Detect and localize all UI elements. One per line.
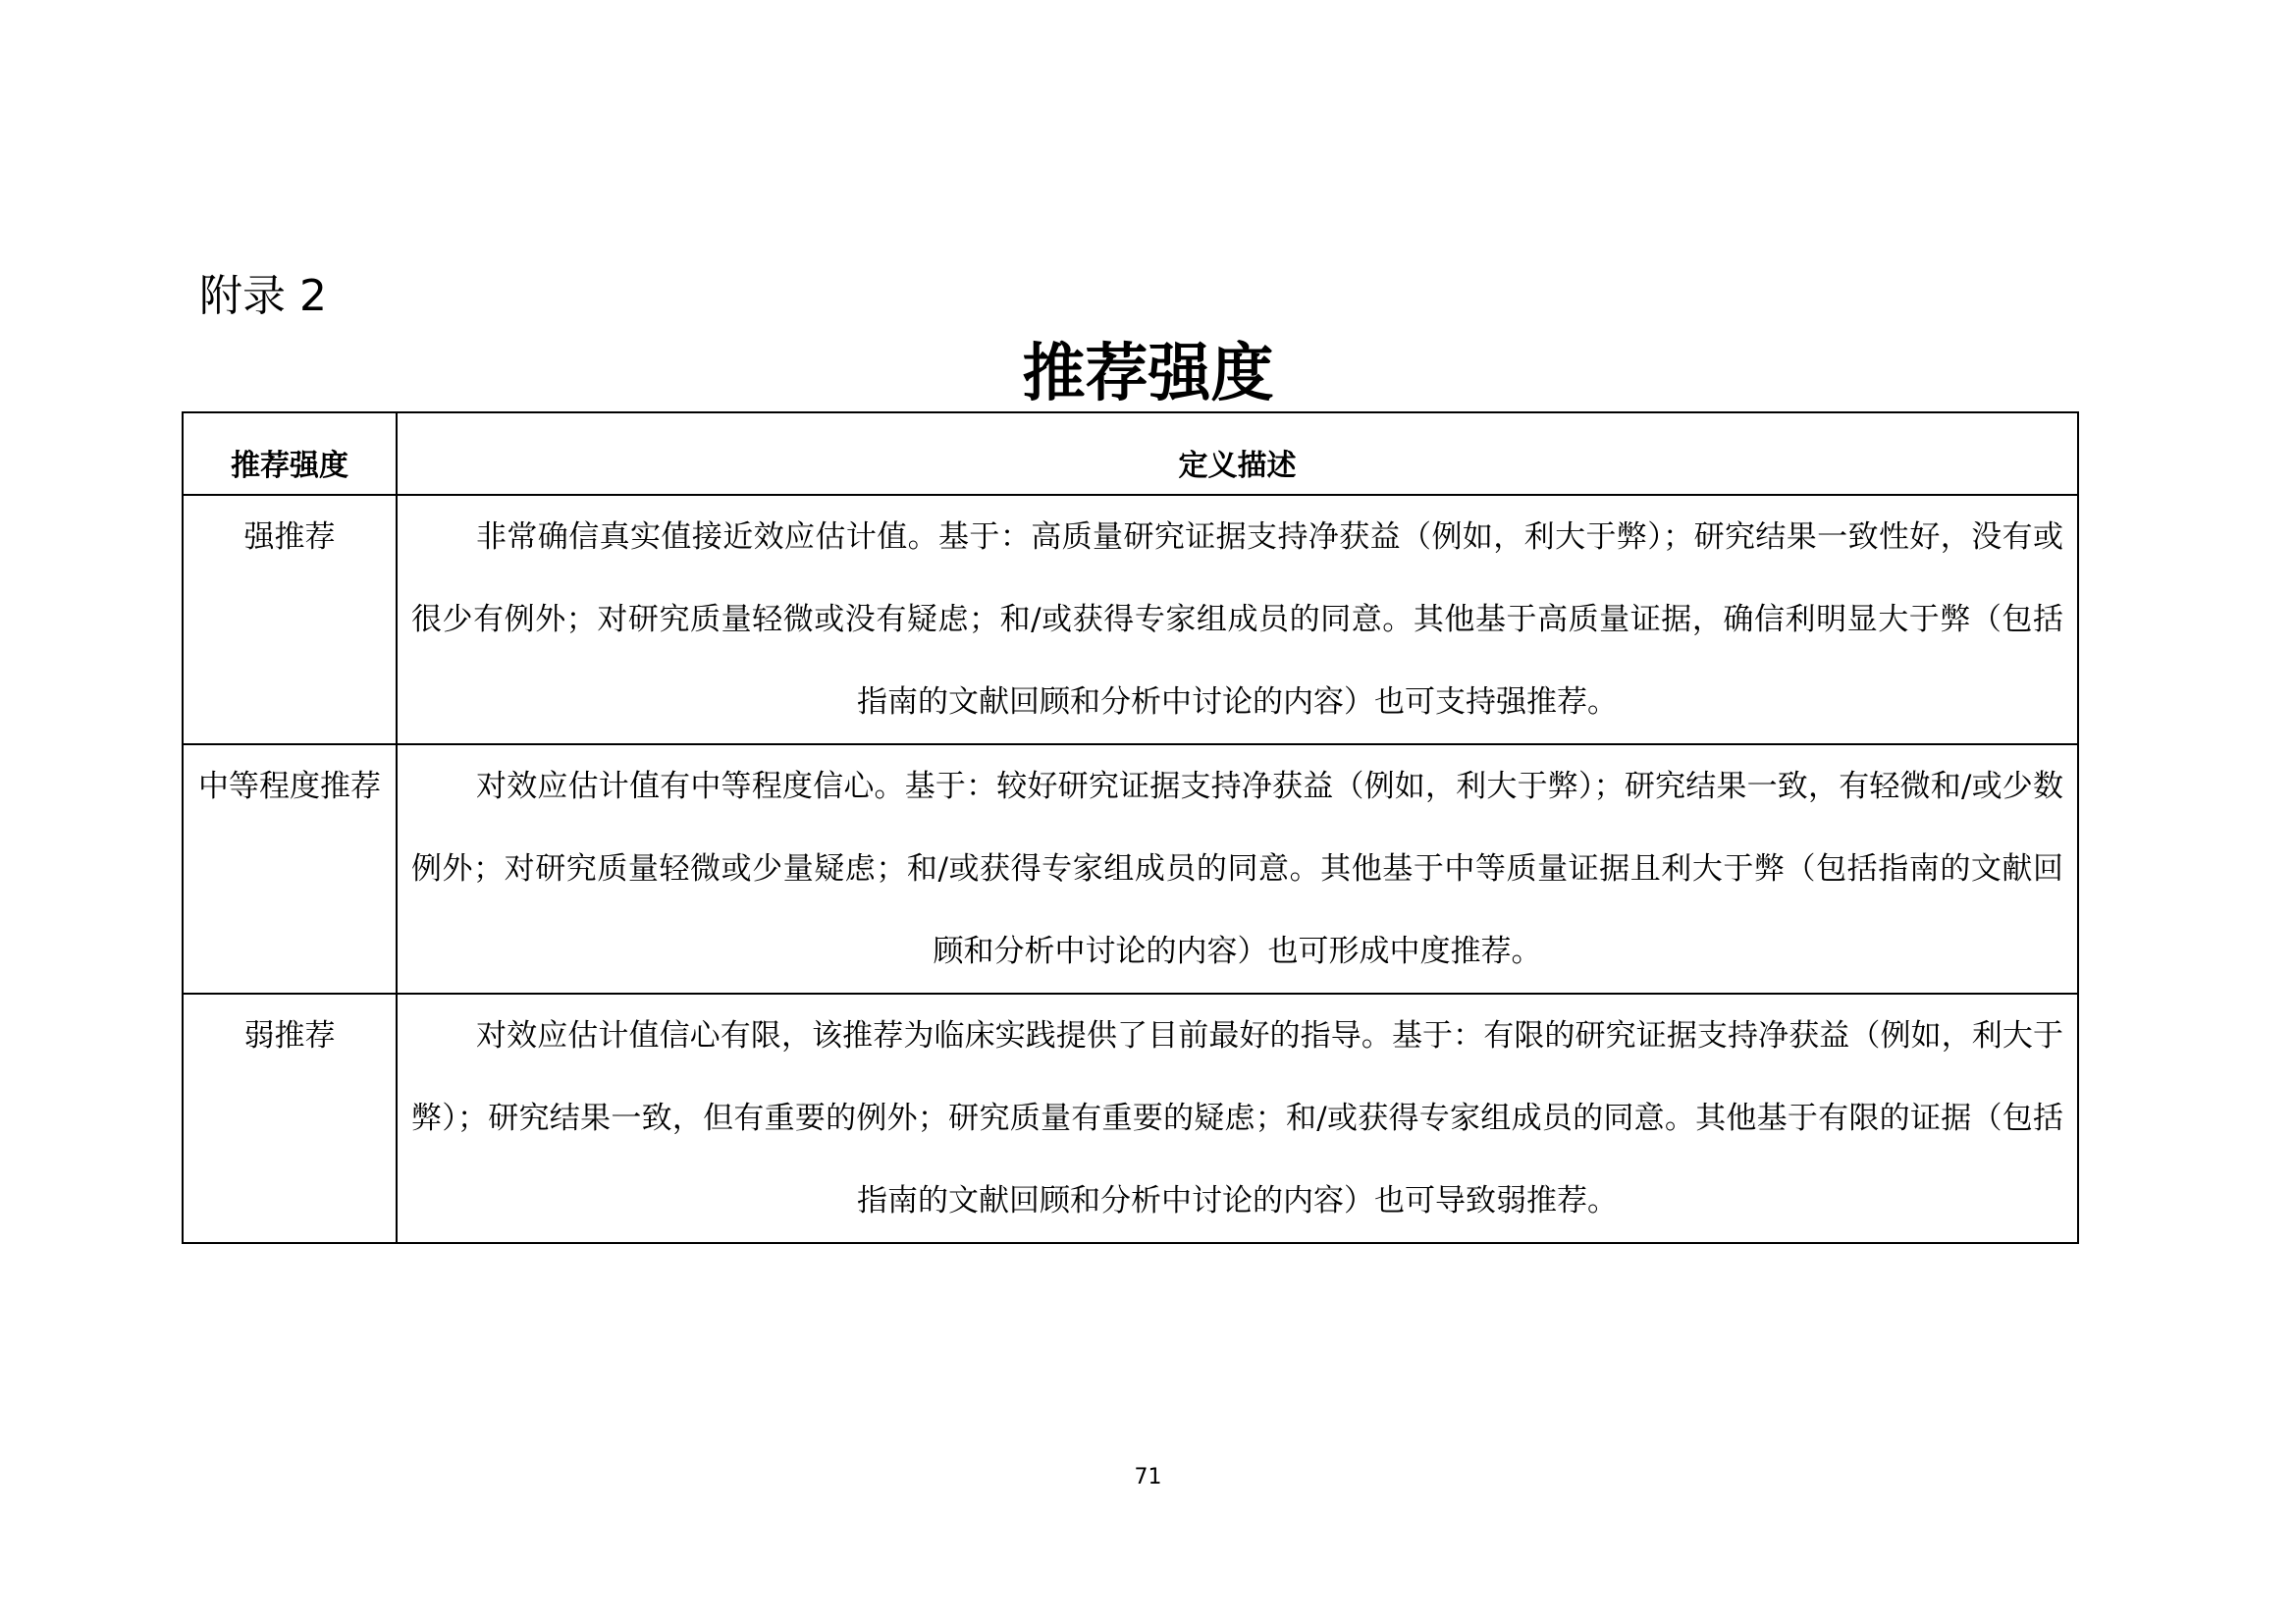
definition-cell: 对效应估计值信心有限，该推荐为临床实践提供了目前最好的指导。基于：有限的研究证据支持净获益（例如，利大于弊）；研究结果一致，但有重要的例外；研究质量有重要的疑虑；和/或获得专家组成员的同意。其他基于有限的证据（包括指南的文献回顾和分析中讨论的内容）也可导致弱推荐。 bbox=[397, 994, 2078, 1243]
table-header-row bbox=[183, 412, 2078, 495]
strength-label: 弱推荐 bbox=[243, 1018, 336, 1054]
strength-label: 中等程度推荐 bbox=[198, 769, 381, 804]
strength-cell bbox=[183, 744, 397, 994]
recommendation-strength-table bbox=[182, 411, 2079, 1244]
table-row bbox=[183, 744, 2078, 994]
page-title: 推荐强度 bbox=[1022, 338, 1274, 410]
definition-cell: 对效应估计值有中等程度信心。基于：较好研究证据支持净获益（例如，利大于弊）；研究结果一致，有轻微和/或少数例外；对研究质量轻微或少量疑虑；和/或获得专家组成员的同意。其他基于中等质量证据且利大于弊（包括指南的文献回顾和分析中讨论的内容）也可形成中度推荐。 bbox=[397, 744, 2078, 994]
appendix-label: 附录 2 bbox=[199, 271, 327, 321]
strength-label: 强推荐 bbox=[243, 519, 336, 555]
definition-cell: 非常确信真实值接近效应估计值。基于：高质量研究证据支持净获益（例如，利大于弊）；研究结果一致性好，没有或很少有例外；对研究质量轻微或没有疑虑；和/或获得专家组成员的同意。其他基于高质量证据，确信利明显大于弊（包括指南的文献回顾和分析中讨论的内容）也可支持强推荐。 bbox=[397, 495, 2078, 744]
strength-cell bbox=[183, 994, 397, 1243]
table-row bbox=[183, 495, 2078, 744]
header-strength: 推荐强度 bbox=[183, 412, 397, 495]
strength-cell bbox=[183, 495, 397, 744]
header-definition: 定义描述 bbox=[397, 412, 2078, 495]
table-row bbox=[183, 994, 2078, 1243]
page-number: 71 bbox=[1134, 1465, 1162, 1489]
